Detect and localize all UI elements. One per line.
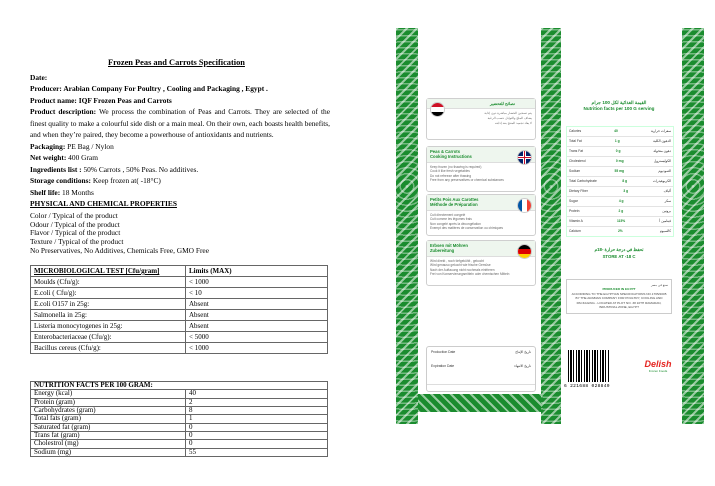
nutrient-value: 1 g bbox=[614, 139, 620, 144]
table-row bbox=[567, 197, 673, 207]
micro-test: Salmonella in 25g: bbox=[31, 310, 186, 321]
nutrient-name: Total Carbohydrate bbox=[569, 179, 597, 184]
nutrient-value: 4 g bbox=[618, 199, 624, 204]
table-row bbox=[567, 207, 673, 217]
nutrient-name-ar: الدهون الكلية bbox=[652, 139, 671, 144]
france-flag-icon bbox=[517, 198, 532, 213]
packaging-value: PE Bag / Nylon bbox=[65, 141, 114, 151]
decorative-pattern-band bbox=[418, 394, 541, 412]
production-date-row bbox=[427, 347, 535, 354]
micro-limit: Absent bbox=[186, 310, 328, 321]
instruction-item: لا يعاد تجميد المنتج بعد إذابته bbox=[494, 120, 532, 125]
egypt-flag-icon bbox=[430, 102, 445, 117]
nutrient-name: Saturated fat (gram) bbox=[31, 423, 186, 431]
nutrient-value: 1 bbox=[186, 415, 328, 423]
nutrient-value: 8 g bbox=[622, 179, 628, 184]
instruction-item: يتم تسخين الخضار مباشرة دون إذابة bbox=[484, 111, 532, 116]
nutrition-title-en: Nutrition facts per 100 G serving bbox=[583, 105, 655, 111]
brand-name: Delish bbox=[644, 359, 672, 369]
ingredients-label: Ingredients list : bbox=[30, 164, 82, 174]
instructions-french bbox=[426, 194, 536, 236]
instruction-item: Keep frozen (no thawing is required) bbox=[430, 164, 482, 169]
producer-line bbox=[30, 83, 330, 94]
product-name-label: Product name: bbox=[30, 95, 77, 105]
produced-details: ACCORDING TO THE EGYPTIAN SPECIFICATIONS NO.1765/2005 BY THE ARABIAN COMPANY FOR POULTRY, COOLING AND PACKAGING - LOCATED AT PLOT NO. 38 10TH RAMADAN, INDUSTRIAL ZONE, EGYPT bbox=[571, 291, 667, 310]
packaging-label: Packaging: bbox=[30, 141, 66, 151]
instruction-item: Cuit comme les légumes frais bbox=[430, 217, 472, 222]
ingredients-line bbox=[30, 164, 330, 175]
shelf-life-value: 18 Months bbox=[60, 187, 94, 197]
nutrient-name: Calcium bbox=[569, 229, 581, 234]
nutrient-value: 40 bbox=[186, 390, 328, 398]
table-row bbox=[567, 147, 673, 157]
physical-line: Color / Typical of the product bbox=[30, 210, 118, 220]
table-row bbox=[31, 343, 328, 354]
package-artwork bbox=[396, 28, 706, 424]
table-row bbox=[31, 440, 328, 448]
expiration-date-label: Expiration Date bbox=[431, 364, 455, 368]
uk-flag-icon bbox=[517, 150, 532, 165]
micro-limit: < 10 bbox=[186, 288, 328, 299]
nutrient-name-ar: فيتامين أ bbox=[659, 219, 671, 224]
instruction-item: Cuit directement congelé bbox=[430, 212, 466, 217]
nutrient-value: 3 g bbox=[623, 189, 629, 194]
dates-box bbox=[426, 346, 536, 392]
net-weight-label: Net weight: bbox=[30, 153, 67, 163]
expiration-date-label-ar: تاريخ الانتهاء bbox=[514, 364, 531, 368]
description-value: We process the combination of Peas and Carrots. They are selected of the finest quality to make a colourful side dish or a main meal. On their own, each boasts health benefits, and when they’re paired, they become a powerhouse of antioxidants and nutrients. bbox=[30, 107, 330, 140]
table-row bbox=[31, 321, 328, 332]
storage-label: Storage conditions: bbox=[30, 176, 91, 186]
micro-header-test: MICROBIOLOGICAL TEST [Cfu/gram] bbox=[31, 266, 186, 277]
decorative-pattern-strip bbox=[396, 28, 418, 424]
nutrient-value: 0 g bbox=[615, 149, 621, 154]
nutrient-name-ar: دهون متحولة bbox=[653, 149, 671, 154]
nutrient-value: 40 bbox=[614, 129, 618, 134]
instruction-item: Wird direkt , noch tiefgekühlt , gekocht bbox=[430, 258, 485, 263]
microbiological-table bbox=[30, 265, 328, 354]
nutrient-name: Sodium bbox=[569, 169, 581, 174]
decorative-pattern-strip bbox=[682, 28, 704, 424]
nutrient-name-ar: الكوليسترول bbox=[653, 159, 671, 164]
instructions-german bbox=[426, 240, 536, 286]
produced-ar: صنع في مصر bbox=[650, 282, 668, 287]
instructions-text bbox=[427, 211, 535, 234]
document-title: Frozen Peas and Carrots Specification bbox=[108, 58, 245, 67]
physical-line: Texture / Typical of the product bbox=[30, 237, 124, 247]
instruction-item: Free from any preservatives or chemical substances bbox=[430, 178, 504, 183]
nutrient-name-ar: الكربوهيدرات bbox=[652, 179, 671, 184]
description-line bbox=[30, 106, 330, 140]
nutrient-name-ar: ألياف bbox=[663, 189, 671, 194]
nutrient-value: 0 bbox=[186, 440, 328, 448]
micro-test: Listeria monocytogenes in 25g: bbox=[31, 321, 186, 332]
divider bbox=[427, 384, 535, 385]
expiration-date-row bbox=[427, 354, 535, 368]
producer-label: Producer: bbox=[30, 84, 62, 94]
nutrient-name: Calories bbox=[569, 129, 582, 134]
nutrient-name: Sodium (mg) bbox=[31, 448, 186, 456]
micro-test: E.coli ( Cfu/g): bbox=[31, 288, 186, 299]
nutrient-name: Total Fat bbox=[569, 139, 582, 144]
nutrient-value: 55 mg bbox=[614, 169, 625, 174]
germany-flag-icon bbox=[517, 244, 532, 259]
table-row bbox=[567, 137, 673, 147]
physical-title: PHYSICAL AND CHEMICAL PROPERTIES bbox=[30, 199, 177, 209]
physical-line: No Preservatives, No Additives, Chemicals Free, GMO Free bbox=[30, 246, 209, 256]
instructions-title: Peas & Carrots Cooking Instructions bbox=[427, 147, 535, 163]
nutrient-name: Dietary Fiber bbox=[569, 189, 588, 194]
nutrient-name: Carbohydrates (gram) bbox=[31, 407, 186, 415]
instruction-item: Do not refreeze after thawing bbox=[430, 173, 472, 178]
micro-limit: Absent bbox=[186, 299, 328, 310]
packaging-line bbox=[30, 141, 330, 152]
produced-title: PRODUCED IN EGYPT bbox=[602, 287, 636, 292]
product-name-value: IQF Frozen Peas and Carrots bbox=[76, 95, 172, 105]
description-label: Product description: bbox=[30, 107, 97, 117]
instructions-title: Erbsen mit Möhren Zubereitung bbox=[427, 241, 535, 257]
date-label: Date: bbox=[30, 73, 48, 82]
instructions-text bbox=[427, 257, 535, 280]
spec-body bbox=[30, 72, 330, 256]
nutrient-name: Total fats (gram) bbox=[31, 415, 186, 423]
storage-instruction bbox=[566, 247, 672, 261]
nutrient-name: Vitamin A bbox=[569, 219, 583, 224]
table-row bbox=[31, 415, 328, 423]
table-row bbox=[31, 299, 328, 310]
table-row bbox=[31, 390, 328, 398]
production-date-label: Production Date bbox=[431, 350, 456, 354]
shelf-life-label: Shelf life: bbox=[30, 187, 61, 197]
nutrient-name: Cholesterol bbox=[569, 159, 586, 164]
instruction-item: يضاف الملح والتوابل حسب الرغبة bbox=[487, 115, 532, 120]
ingredients-value: 50% Carrots , 50% Peas. No additives. bbox=[81, 164, 199, 174]
instructions-title: Petits Pois Aux Carottes Méthode de Préparation bbox=[427, 195, 535, 211]
micro-limit: < 1000 bbox=[186, 343, 328, 354]
instruction-item: Cook it like fresh vegetables bbox=[430, 169, 470, 174]
nutrient-value: 0 bbox=[186, 423, 328, 431]
micro-limit: < 1000 bbox=[186, 277, 328, 288]
nutrition-header: NUTRITION FACTS PER 100 GRAM: bbox=[31, 382, 328, 390]
instruction-item: Exempt des matières de conservation ou chimiques bbox=[430, 226, 503, 231]
instruction-item: Non congelé après la décongélation bbox=[430, 221, 481, 226]
barcode-number: 6 221688 028840 bbox=[564, 384, 610, 389]
micro-test: Moulds (Cfu/g): bbox=[31, 277, 186, 288]
nutrient-name: Trans Fat bbox=[569, 149, 583, 154]
table-header-row bbox=[31, 382, 328, 390]
micro-test: Bacillus cereus (Cfu/g): bbox=[31, 343, 186, 354]
nutrient-name-ar: سكر bbox=[664, 199, 671, 204]
nutrient-value: 115% bbox=[616, 219, 626, 224]
micro-header-limit: Limits (MAX) bbox=[186, 266, 328, 277]
instructions-arabic bbox=[426, 98, 536, 140]
nutrient-name: Protein (gram) bbox=[31, 398, 186, 406]
brand-tagline: Frozen Foods bbox=[648, 369, 668, 373]
storage-value: Keep frozen at( -18°C) bbox=[90, 176, 161, 186]
physical-line: Odour / Typical of the product bbox=[30, 219, 120, 229]
nutrient-value: 2 bbox=[186, 398, 328, 406]
table-row bbox=[567, 217, 673, 227]
instruction-item: Frei von Konservierungsmitteln oder chemischen Mitteln bbox=[430, 272, 510, 277]
product-name-line bbox=[30, 95, 330, 106]
shelf-life-line bbox=[30, 187, 330, 198]
table-row bbox=[567, 177, 673, 187]
physical-line: Flavor / Typical of the product bbox=[30, 228, 121, 238]
table-row bbox=[31, 277, 328, 288]
nutrition-title-ar: القيمة الغذائية لكل 100 جرام bbox=[591, 100, 647, 105]
brand-logo bbox=[640, 360, 676, 373]
instructions-text bbox=[427, 163, 535, 186]
barcode-icon bbox=[568, 350, 610, 382]
instruction-item: Nach der Auftauung nicht nochmals einfrieren bbox=[430, 267, 495, 272]
table-row bbox=[567, 187, 673, 197]
net-weight-line bbox=[30, 152, 330, 163]
instructions-title: نصائح للتحضير bbox=[427, 99, 535, 109]
producer-box bbox=[566, 279, 672, 314]
nutrient-value: 2% bbox=[617, 229, 623, 234]
storage-en: STORE AT -18 C bbox=[602, 253, 636, 259]
nutrient-name: Energy (kcal) bbox=[31, 390, 186, 398]
instructions-english bbox=[426, 146, 536, 192]
table-row bbox=[31, 332, 328, 343]
decorative-pattern-strip bbox=[541, 28, 561, 424]
micro-limit: Absent bbox=[186, 321, 328, 332]
table-row bbox=[567, 167, 673, 177]
package-nutrition-panel bbox=[566, 100, 672, 314]
table-row bbox=[31, 310, 328, 321]
net-weight-value: 400 Gram bbox=[66, 153, 98, 163]
micro-limit: < 5000 bbox=[186, 332, 328, 343]
nutrient-value: 0 bbox=[186, 432, 328, 440]
nutrient-name: Trans fat (gram) bbox=[31, 432, 186, 440]
nutrient-name-ar: كالسيوم bbox=[659, 229, 671, 234]
storage-line bbox=[30, 175, 330, 186]
nutrient-value: 8 bbox=[186, 407, 328, 415]
producer-value: Arabian Company For Poultry , Cooling and Packaging , Egypt . bbox=[61, 84, 268, 94]
table-row bbox=[31, 448, 328, 456]
storage-ar: تحفظ في درجة حرارة -18م bbox=[594, 246, 644, 252]
nutrient-name: Cholestrol (mg) bbox=[31, 440, 186, 448]
nutrient-name-ar: سعرات حرارية bbox=[650, 129, 671, 134]
nutrient-value: 0 mg bbox=[615, 159, 624, 164]
nutrient-name-ar: بروتين bbox=[662, 209, 671, 214]
micro-test: Enterobacteriaceae (Cfu/g): bbox=[31, 332, 186, 343]
nutrition-table bbox=[30, 381, 328, 457]
production-date-label-ar: تاريخ الإنتاج bbox=[515, 350, 531, 354]
nutrient-name: Sugar bbox=[569, 199, 578, 204]
table-row bbox=[567, 127, 673, 137]
nutrient-name-ar: الصوديوم bbox=[658, 169, 671, 174]
package-nutrition-table bbox=[566, 126, 674, 237]
table-header-row bbox=[31, 266, 328, 277]
instruction-item: Wird genauso gekocht wie frische Gemüse bbox=[430, 263, 491, 268]
nutrient-value: 55 bbox=[186, 448, 328, 456]
physical-properties bbox=[30, 212, 330, 256]
micro-test: E.coli O157 in 25g: bbox=[31, 299, 186, 310]
table-row bbox=[31, 288, 328, 299]
nutrient-name: Protein bbox=[569, 209, 580, 214]
nutrient-value: 2 g bbox=[618, 209, 624, 214]
table-row bbox=[567, 157, 673, 167]
table-row bbox=[567, 227, 673, 236]
